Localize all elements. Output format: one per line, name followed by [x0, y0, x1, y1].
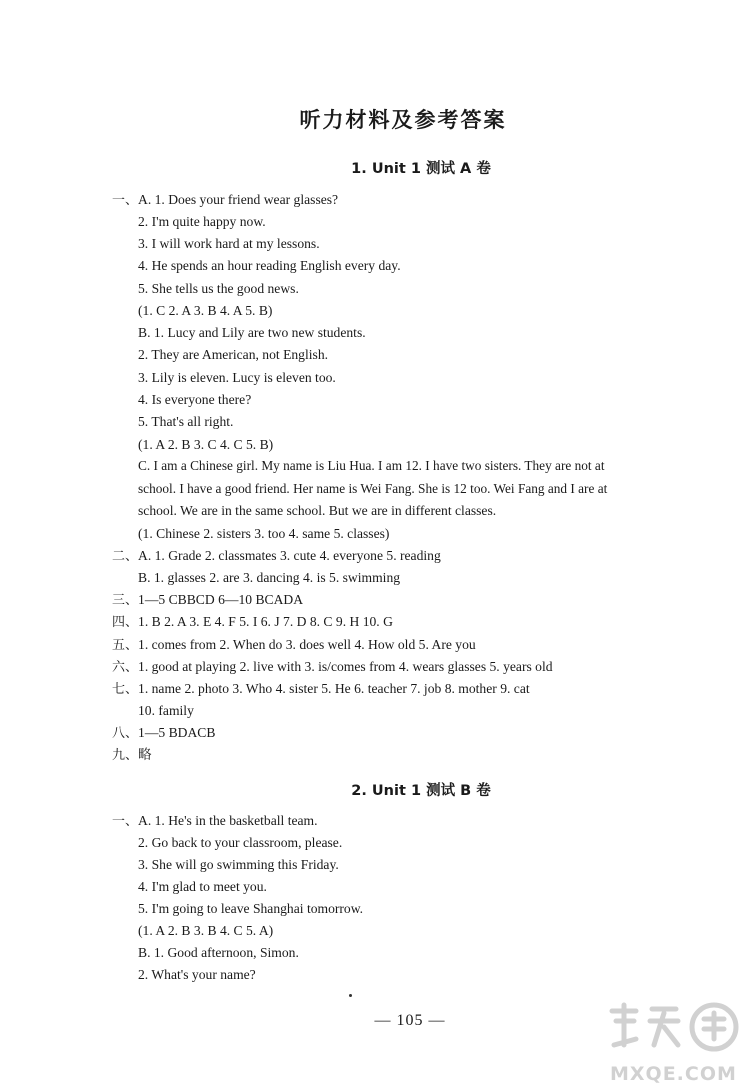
line: (1. C 2. A 3. B 4. A 5. B)	[138, 303, 273, 318]
page-title: 听力材料及参考答案	[299, 108, 507, 132]
line: (1. A 2. B 3. C 4. C 5. B)	[138, 437, 274, 452]
line: 3. I will work hard at my lessons.	[138, 236, 320, 251]
line: 5. She tells us the good news.	[138, 281, 299, 296]
line: 九、略	[112, 747, 152, 763]
line: B. 1. glasses 2. are 3. dancing 4. is 5. swimming	[138, 570, 401, 585]
line: 六、1. good at playing 2. live with 3. is/comes from 4. wears glasses 5. years old	[112, 659, 553, 675]
line: 五、1. comes from 2. When do 3. does well 4. How old 5. Are you	[112, 637, 476, 653]
watermark	[606, 999, 744, 1087]
print-dot	[349, 994, 352, 997]
line: 5. I'm going to leave Shanghai tomorrow.	[138, 901, 364, 916]
line: B. 1. Lucy and Lily are two new students.	[138, 325, 366, 340]
line: 2. What's your name?	[138, 967, 256, 982]
line: 10. family	[138, 703, 194, 718]
line: 5. That's all right.	[138, 414, 234, 429]
line: B. 1. Good afternoon, Simon.	[138, 945, 299, 960]
section-2-heading: 2. Unit 1 测试 B 卷	[351, 783, 491, 799]
line: 七、1. name 2. photo 3. Who 4. sister 5. He 6. teacher 7. job 8. mother 9. cat	[112, 681, 530, 697]
line: 三、1—5 CBBCD 6—10 BCADA	[112, 592, 304, 608]
line: 2. Go back to your classroom, please.	[138, 835, 343, 850]
watermark-url: MXQE.COM	[610, 1063, 737, 1085]
line: (1. A 2. B 3. B 4. C 5. A)	[138, 923, 274, 938]
line: 3. Lily is eleven. Lucy is eleven too.	[138, 370, 336, 385]
line: 一、A. 1. Does your friend wear glasses?	[112, 192, 339, 208]
line: 4. I'm glad to meet you.	[138, 879, 267, 894]
section-1-heading: 1. Unit 1 测试 A 卷	[351, 161, 491, 177]
line: C. I am a Chinese girl. My name is Liu Hua. I am 12. I have two sisters. They are not at	[138, 458, 605, 473]
line: school. I have a good friend. Her name is Wei Fang. She is 12 too. Wei Fang and I are at	[138, 481, 608, 496]
line: 八、1—5 BDACB	[112, 725, 216, 741]
page-number: — 105 —	[374, 1012, 446, 1029]
line: (1. Chinese 2. sisters 3. too 4. same 5. classes)	[138, 526, 390, 541]
line: 4. He spends an hour reading English every day.	[138, 258, 401, 273]
line: school. We are in the same school. But we are in different classes.	[138, 503, 497, 518]
line: 二、A. 1. Grade 2. classmates 3. cute 4. everyone 5. reading	[112, 548, 441, 564]
line: 四、1. B 2. A 3. E 4. F 5. I 6. J 7. D 8. C 9. H 10. G	[112, 614, 393, 630]
line: 3. She will go swimming this Friday.	[138, 857, 339, 872]
line: 2. They are American, not English.	[138, 347, 329, 362]
line: 4. Is everyone there?	[138, 392, 252, 407]
line: 一、A. 1. He's in the basketball team.	[112, 813, 318, 829]
line: 2. I'm quite happy now.	[138, 214, 266, 229]
watermark-logo-icon	[606, 999, 744, 1053]
